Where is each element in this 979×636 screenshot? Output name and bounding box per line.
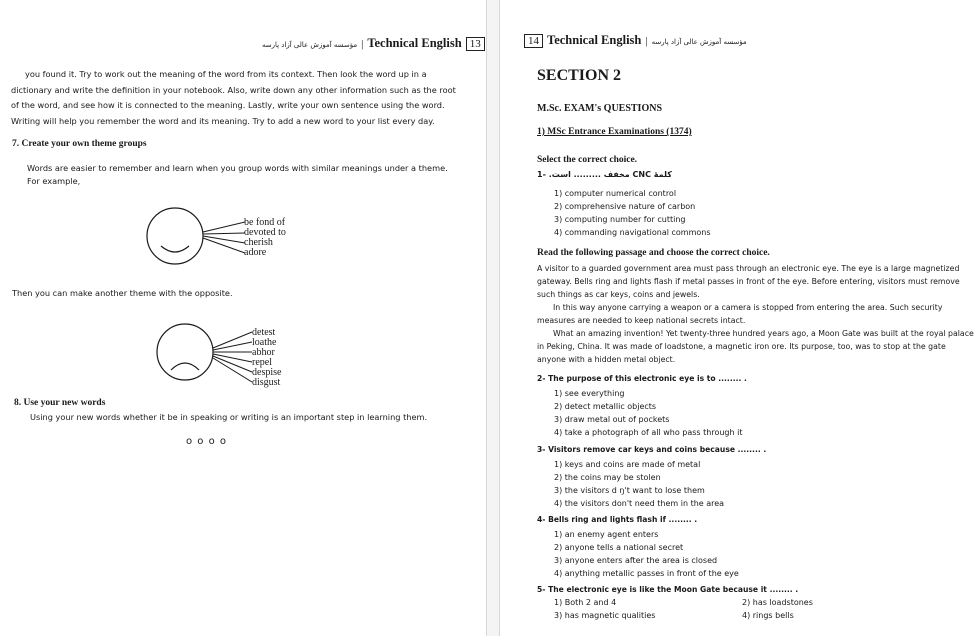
question-1-options [554,187,711,239]
answer-option: 4) commanding navigational commons [554,228,711,237]
answer-option: 2) detect metallic objects [554,402,657,411]
answer-option: 3) computing number for cutting [554,215,686,224]
sad-word-list [252,328,281,388]
theme-word: loathe [252,337,277,348]
passage-line: A visitor to a guarded government area must pass through an electronic eye. The eye is a large magnetized [537,264,960,273]
paragraph-line: of the word, and see how it is connected to the meaning. Lastly, write your own sentence using the word. [11,100,445,110]
theme-word: detest [252,327,276,338]
passage-line: gateway. Bells ring and lights flash if metal passes in front of the eye. Before entering, visitors must remove [537,277,960,286]
passage-line: What an amazing invention! Yet twenty-three hundred years ago, a Moon Gate was built at the royal palace [553,329,974,338]
connector-line [203,236,245,243]
section-8-text: Using your new words whether it be in speaking or writing is an important step in learning them. [30,412,428,422]
header-title: Technical English [547,33,642,47]
section-title: SECTION 2 [537,67,622,84]
page-number: 13 [466,37,485,51]
question-3-options [554,458,724,510]
intro-paragraph [11,67,456,129]
answer-option: 1) computer numerical control [554,189,677,198]
paragraph-line: Writing will help you remember the word and its meaning. Try to add a new word to your list every day. [11,115,435,126]
answer-option: 1) an enemy agent enters [554,530,659,539]
sad-face-circle [157,324,213,380]
section-7-heading: 7. Create your own theme groups [12,139,147,149]
connector-line [203,222,245,232]
passage-line: In this way anyone carrying a weapon or a camera is stopped from entering the area. Such security [553,303,943,312]
question-3-prompt: 3- Visitors remove car keys and coins because ........ . [537,445,767,454]
paragraph-line: Words are easier to remember and learn when you group words with similar meanings under a theme. [27,163,448,173]
answer-option: 4) rings bells [742,611,794,620]
theme-word: be fond of [244,217,286,228]
end-mark: o o o o [186,436,228,447]
theme-word: adore [244,247,267,258]
answer-option: 4) anything metallic passes in front of the eye [554,569,739,578]
read-heading: Read the following passage and choose the correct choice. [537,248,770,258]
passage-line: in Peking, China. It was made of loadstone, a magnetic iron ore. Its purpose, too, was to stop at the gate [537,342,946,351]
select-heading: Select the correct choice. [537,155,638,165]
exam-title: 1) MSc Entrance Examinations (1374) [537,127,692,137]
answer-option: 1) Both 2 and 4 [554,598,617,607]
passage-line: such things as car keys, coins and jewels. [537,290,700,299]
answer-option: 2) comprehensive nature of carbon [554,202,696,211]
sad-face-diagram [155,320,255,384]
question-1 [537,170,672,179]
frown-mouth [171,363,199,370]
reading-passage [537,262,974,366]
answer-option: 1) keys and coins are made of metal [554,460,701,469]
right-page [500,0,979,636]
smile-mouth [161,246,189,252]
question-number: 1- [537,170,546,179]
answer-option: 4) take a photograph of all who pass through it [554,428,743,437]
section-7-text [27,162,448,188]
answer-option: 3) anyone enters after the area is closed [554,556,718,565]
answer-option: 3) the visitors d ŋ't want to lose them [554,486,705,495]
happy-word-list [244,218,286,258]
answer-option: 4) the visitors don't need them in the area [554,499,725,508]
paragraph-line: you found it. Try to work out the meaning of the word from its context. Then look the word up in a [25,69,427,79]
question-4-prompt: 4- Bells ring and lights flash if ........ . [537,515,698,524]
exam-subtitle: M.Sc. EXAM's QUESTIONS [537,103,663,114]
answer-option: 3) draw metal out of pockets [554,415,670,424]
answer-option: 3) has magnetic qualities [554,611,656,620]
question-prompt: کلمهٔ CNC مخفف ......... است. [548,170,672,179]
paragraph-line: dictionary and write the definition in your notebook. Also, write down any other information such as the root [11,84,456,95]
book-gutter [486,0,500,636]
opposite-text: Then you can make another theme with the opposite. [12,288,233,298]
theme-word: repel [252,357,272,368]
answer-option: 2) has loadstones [742,598,813,607]
theme-word: disgust [252,377,281,388]
answer-option: 1) see everything [554,389,625,398]
question-5-prompt: 5- The electronic eye is like the Moon Gate because it ........ . [537,585,799,594]
header-title: Technical English [367,36,462,50]
answer-option: 2) the coins may be stolen [554,473,661,482]
section-8-heading: 8. Use your new words [14,398,106,408]
happy-face-circle [147,208,203,264]
page-header: 14 Technical English | مؤسسه آموزش عالی آزاد پارسه [524,31,747,49]
theme-word: abhor [252,347,275,358]
happy-face-diagram [145,206,250,268]
page-header: مؤسسه آموزش عالی آزاد پارسه | Technical English 13 [262,34,485,52]
passage-line: anyone with a hidden metal object. [537,355,676,364]
header-subtitle: مؤسسه آموزش عالی آزاد پارسه [262,41,358,49]
theme-word: despise [252,367,282,378]
question-2-prompt: 2- The purpose of this electronic eye is to ........ . [537,374,747,383]
question-2-options [554,387,742,439]
question-4-options [554,528,739,580]
header-subtitle: مؤسسه آموزش عالی آزاد پارسه [651,38,747,46]
theme-word: devoted to [244,227,286,238]
answer-option: 2) anyone tells a national secret [554,543,684,552]
left-page [0,0,486,636]
paragraph-line: For example, [27,176,81,186]
page-number: 14 [524,34,543,48]
passage-line: measures are needed to keep national secrets intact. [537,316,746,325]
theme-word: cherish [244,237,273,248]
connector-line [203,238,245,253]
connector-line [203,233,245,234]
